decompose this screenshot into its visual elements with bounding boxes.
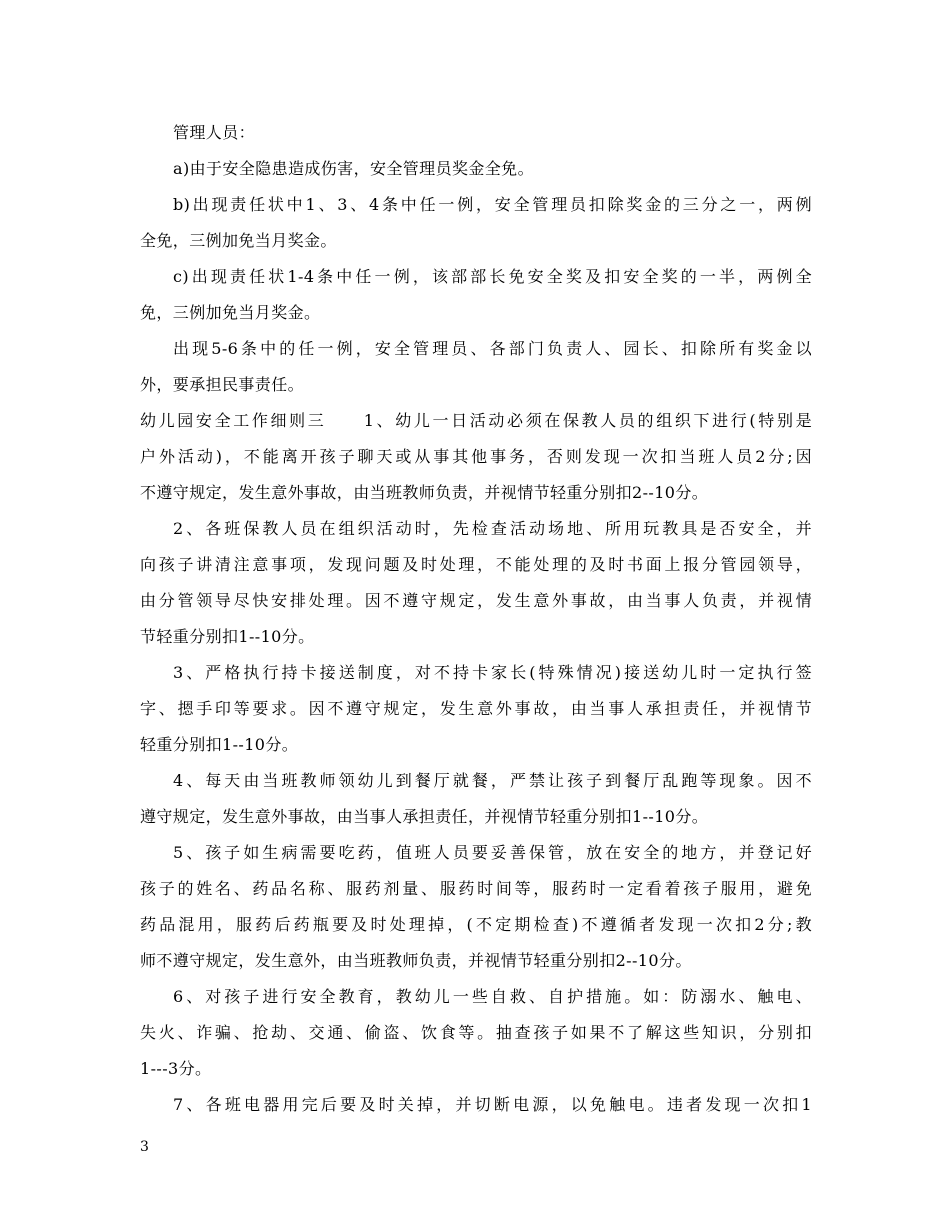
paragraph-line: 失火、诈骗、抢劫、交通、偷盗、饮食等。抽查孩子如果不了解这些知识，分别扣 [140,1023,812,1042]
paragraph-line: 节轻重分别扣1--10分。 [140,627,315,646]
paragraph-line: 由分管领导尽快安排处理。因不遵守规定，发生意外事故，由当事人负责，并视情 [140,591,812,610]
paragraph-line: 户外活动)，不能离开孩子聊天或从事其他事务，否则发现一次扣当班人员2分;因 [140,447,812,466]
paragraph-line: 孩子的姓名、药品名称、服药剂量、服药时间等，服药时一定看着孩子服用，避免 [140,879,812,898]
paragraph-line: 向孩子讲清注意事项，发现问题及时处理，不能处理的及时书面上报分管园领导， [140,555,812,574]
paragraph-line: 免，三例加免当月奖金。 [140,303,321,322]
paragraph-line: 4、每天由当班教师领幼儿到餐厅就餐，严禁让孩子到餐厅乱跑等现象。因不 [173,771,812,790]
paragraph-line: 5、孩子如生病需要吃药，值班人员要妥善保管，放在安全的地方，并登记好 [173,843,812,862]
paragraph-line: a)由于安全隐患造成伤害，安全管理员奖金全免。 [173,159,534,178]
paragraph-line: c)出现责任状1-4条中任一例，该部部长免安全奖及扣安全奖的一半，两例全 [173,267,812,286]
paragraph-line: 药品混用，服药后药瓶要及时处理掉，(不定期检查)不遵循者发现一次扣2分;教 [140,915,812,934]
page-number: 3 [140,1139,149,1155]
document-body [140,115,812,1123]
paragraph-line: 1---3分。 [140,1059,212,1078]
paragraph-line: 外，要承担民事责任。 [140,375,305,394]
paragraph-line: 不遵守规定，发生意外事故，由当班教师负责，并视情节轻重分别扣2--10分。 [140,483,709,502]
paragraph-line: 幼儿园安全工作细则三 1、幼儿一日活动必须在保教人员的组织下进行(特别是 [140,411,812,430]
paragraph-line: 6、对孩子进行安全教育，教幼儿一些自救、自护措施。如：防溺水、触电、 [173,987,812,1006]
paragraph-line: 轻重分别扣1--10分。 [140,735,299,754]
paragraph-line: 师不遵守规定，发生意外，由当班教师负责，并视情节轻重分别扣2--10分。 [140,951,692,970]
paragraph-line: 字、摁手印等要求。因不遵守规定，发生意外事故，由当事人承担责任，并视情节 [140,699,812,718]
paragraph-line: 3、严格执行持卡接送制度，对不持卡家长(特殊情况)接送幼儿时一定执行签 [173,663,812,682]
paragraph-line: 7、各班电器用完后要及时关掉，并切断电源，以免触电。违者发现一次扣1 [173,1095,812,1114]
paragraph-line: 全免，三例加免当月奖金。 [140,231,337,250]
paragraph-line: 2、各班保教人员在组织活动时，先检查活动场地、所用玩教具是否安全，并 [173,519,812,538]
paragraph-line: 管理人员： [173,123,256,142]
paragraph-line: 出现5-6条中的任一例，安全管理员、各部门负责人、园长、扣除所有奖金以 [173,339,812,358]
paragraph-line: 遵守规定，发生意外事故，由当事人承担责任，并视情节轻重分别扣1--10分。 [140,807,709,826]
paragraph-line: b)出现责任状中1、3、4条中任一例，安全管理员扣除奖金的三分之一，两例 [173,195,812,214]
